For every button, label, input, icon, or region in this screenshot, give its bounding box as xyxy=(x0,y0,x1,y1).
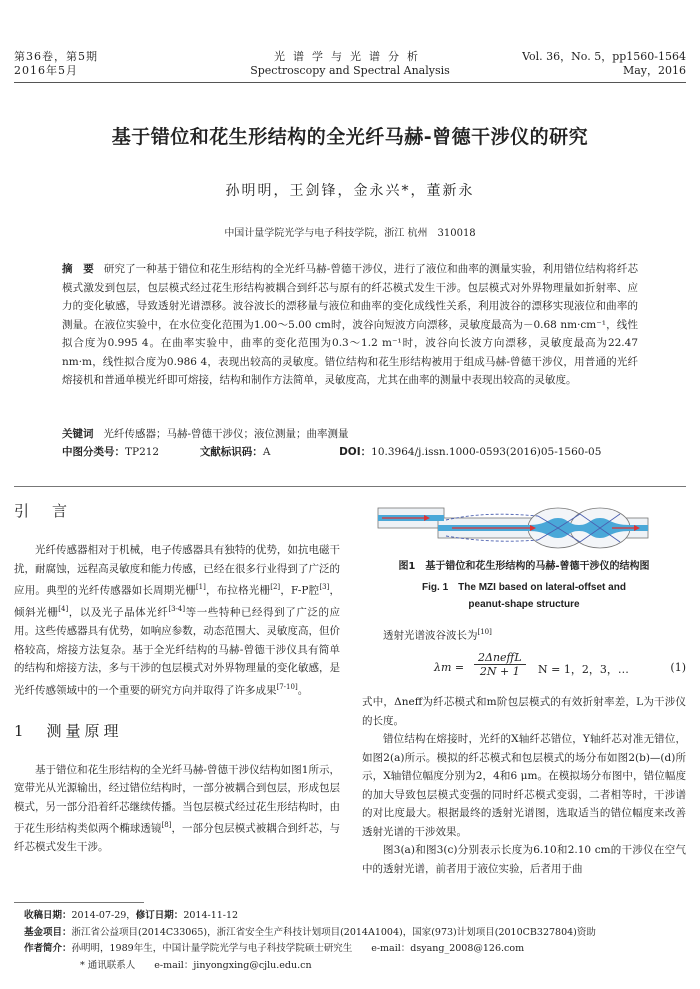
equation-denominator: 2N + 1 xyxy=(479,665,520,678)
citation: [1] xyxy=(195,583,206,591)
equation-numerator: 2ΔneffL xyxy=(474,651,526,665)
paper-title: 基于错位和花生形结构的全光纤马赫-曾德干涉仪的研究 xyxy=(111,126,589,148)
citation: [10] xyxy=(477,628,492,636)
doc-code-label: 文献标识码： xyxy=(199,446,263,458)
equation-fraction xyxy=(474,651,526,678)
figure1-caption-en: Fig. 1 The MZI based on lateral-offset and peanut-shape structure xyxy=(422,582,626,610)
date-en: May，2016 xyxy=(622,64,686,77)
intro-paragraph: 光纤传感器相对于机械，电子传感器具有独特的优势，如抗电磁干扰，耐腐蚀，远程高灵敏度和能力传感，已经在很多行业得到了广泛的应用。典型的光纤传感器如长周期光栅[1]，布拉格光栅[2]，F-P腔[3]，倾斜光栅[4]，以及光子晶体光纤[3-4]等一些特种已经得到了广泛的应用。这些传感器具有优势，如响应参数，动态范围大、灵敏度高，但价格较高，熔接方法复杂。基于全光纤结构的马赫-曾德干涉仪具有简单的结构和熔接方法，多与干涉的包层模式对外界物理量的变化敏感，是光纤传感领域中的一个重要的研究方向并取得了许多成果[7-10]。 xyxy=(14,544,341,696)
clc-value: TP212 xyxy=(125,446,160,458)
citation: [7-10] xyxy=(276,682,298,691)
section1-paragraph: 基于错位和花生形结构的全光纤马赫-曾德干涉仪结构如图1所示，宽带光从光源输出，经过错位结构时，一部分被耦合到包层，形成包层模式，另一部分沿着纤芯继续传播。当包层模式经过花生形结构时，由于花生形结构类似两个椭球透镜[8]，一部分包层模式被耦合到纤芯，与纤芯模式发生干涉。 xyxy=(14,763,341,853)
doi-value: 10.3964/j.issn.1000-0593(2016)05-1560-05 xyxy=(371,446,602,458)
volume-cn: 第36卷，第5期 xyxy=(14,50,98,63)
spectrum-paragraph: 图3(a)和图3(c)分别表示长度为6.10和2.10 cm的干涉仪在空气中的透射光谱，前者用于液位实验，后者用于曲 xyxy=(362,844,686,875)
doi-label: DOI： xyxy=(339,446,372,458)
page-header xyxy=(0,0,700,84)
equation-condition: N = 1，2，3，… xyxy=(538,663,629,676)
paper-authors: 孙明明，王剑锋，金永兴*，董新永 xyxy=(225,183,475,199)
header-right xyxy=(522,50,686,78)
keywords-text: 光纤传感器；马赫-曾德干涉仪；液位测量；曲率测量 xyxy=(103,428,349,440)
mzi-structure-figure xyxy=(362,500,686,552)
date-cn: 2016年5月 xyxy=(14,64,78,77)
equation-explanation: 式中，Δneff为纤芯模式和m阶包层模式的有效折射率差，L为干涉仪的长度。 xyxy=(362,696,686,727)
intro-heading: 引 言 xyxy=(14,502,72,520)
author-bio-line: 作者简介：孙明明，1989年生，中国计量学院光学与电子科技学院硕士研究生 e-mail：dsyang_2008@126.com xyxy=(24,943,525,954)
equation-intro: 透射光谱波谷波长为[10] xyxy=(383,628,492,642)
header-rule xyxy=(14,82,686,83)
section-separator xyxy=(14,486,686,487)
doc-code-value: A xyxy=(262,446,271,458)
keywords-label: 关键词 xyxy=(62,428,94,440)
header-left xyxy=(14,50,98,78)
citation: [3-4] xyxy=(168,605,186,613)
citation: [3] xyxy=(319,583,330,591)
section1-heading: 1 测量原理 xyxy=(14,721,123,740)
offset-paragraph: 错位结构在熔接时，光纤的X轴纤芯错位，Y轴纤芯对准无错位，如图2(a)所示。模拟的纤芯模式和包层模式的场分布如图2(b)—(d)所示，X轴错位幅度分别为2，4和6 μm。在模拟场分布图中，错位幅度的加大导致包层模式变强的同时纤芯模式变弱，二者相等时，干涉谱的对比度最大。根据最终的透射光谱图，选取适当的错位幅度来改善透射光谱的干涉效果。 xyxy=(362,733,686,838)
figure1-caption-cn: 图1 基于错位和花生形结构的马赫-曾德干涉仪的结构图 xyxy=(398,561,650,572)
citation: [2] xyxy=(270,583,281,591)
citation: [8] xyxy=(161,821,172,829)
header-center xyxy=(200,50,500,78)
journal-title-en: Spectroscopy and Spectral Analysis xyxy=(250,64,450,77)
citation: [4] xyxy=(58,605,69,613)
footnotes xyxy=(24,908,694,974)
corresponding-author-line: * 通讯联系人 e-mail：jinyongxing@cjlu.edu.cn xyxy=(80,959,312,971)
classification-line xyxy=(62,443,662,461)
equation-1 xyxy=(362,649,686,689)
left-column xyxy=(14,500,340,857)
footnote-rule xyxy=(14,902,144,903)
journal-title-cn: 光谱学与光谱分析 xyxy=(274,50,426,63)
abstract-text: 研究了一种基于错位和花生形结构的全光纤马赫-曾德干涉仪，进行了液位和曲率的测量实验，利用错位结构将纤芯模式激发到包层，包层模式经过花生形结构被耦合到纤芯与原有的纤芯模式发生干涉。包层模式对外界物理量如折射率、应力的变化敏感，导致透射光谱漂移。波谷波长的漂移量与液位和曲率的变化成线性关系，利用波谷的漂移实现液位和曲率的测量。在液位实验中，在水位变化范围为1.00～5.00 cm时，波谷向短波方向漂移，灵敏度最高为－0.68 nm·cm⁻¹，线性拟合度为0.995 4。在曲率实验中，曲率的变化范围为0.3～1.2 m⁻¹时，波谷向长波方向漂移，灵敏度最高为22.47 nm·m，线性拟合度为0.986 4，表现出较高的灵敏度。错位结构和花生形结构被用于组成马赫-曾德干涉仪，用普通的光纤熔接机和普通单模光纤即可熔接，结构和制作方法简单，灵敏度高，尤其在曲率的测量中表现出较高的灵敏度。 xyxy=(62,263,639,386)
clc-label: 中图分类号： xyxy=(62,446,125,458)
equation-number: (1) xyxy=(670,661,686,674)
dates-line: 收稿日期：2014-07-29，修订日期：2014-11-12 xyxy=(24,910,239,921)
equation-lhs: λm = xyxy=(434,661,465,674)
right-column xyxy=(362,500,686,878)
funding-line: 基金项目：浙江省公益项目(2014C33065)，浙江省安全生产科技计划项目(2014A1004)，国家(973)计划项目(2010CB327804)资助 xyxy=(24,926,596,938)
paper-affiliation: 中国计量学院光学与电子科技学院，浙江 杭州 310018 xyxy=(224,228,476,239)
abstract xyxy=(62,260,638,390)
abstract-label: 摘 要 xyxy=(62,263,94,275)
volume-en: Vol. 36，No. 5，pp1560-1564 xyxy=(522,50,686,63)
keywords xyxy=(62,425,662,443)
